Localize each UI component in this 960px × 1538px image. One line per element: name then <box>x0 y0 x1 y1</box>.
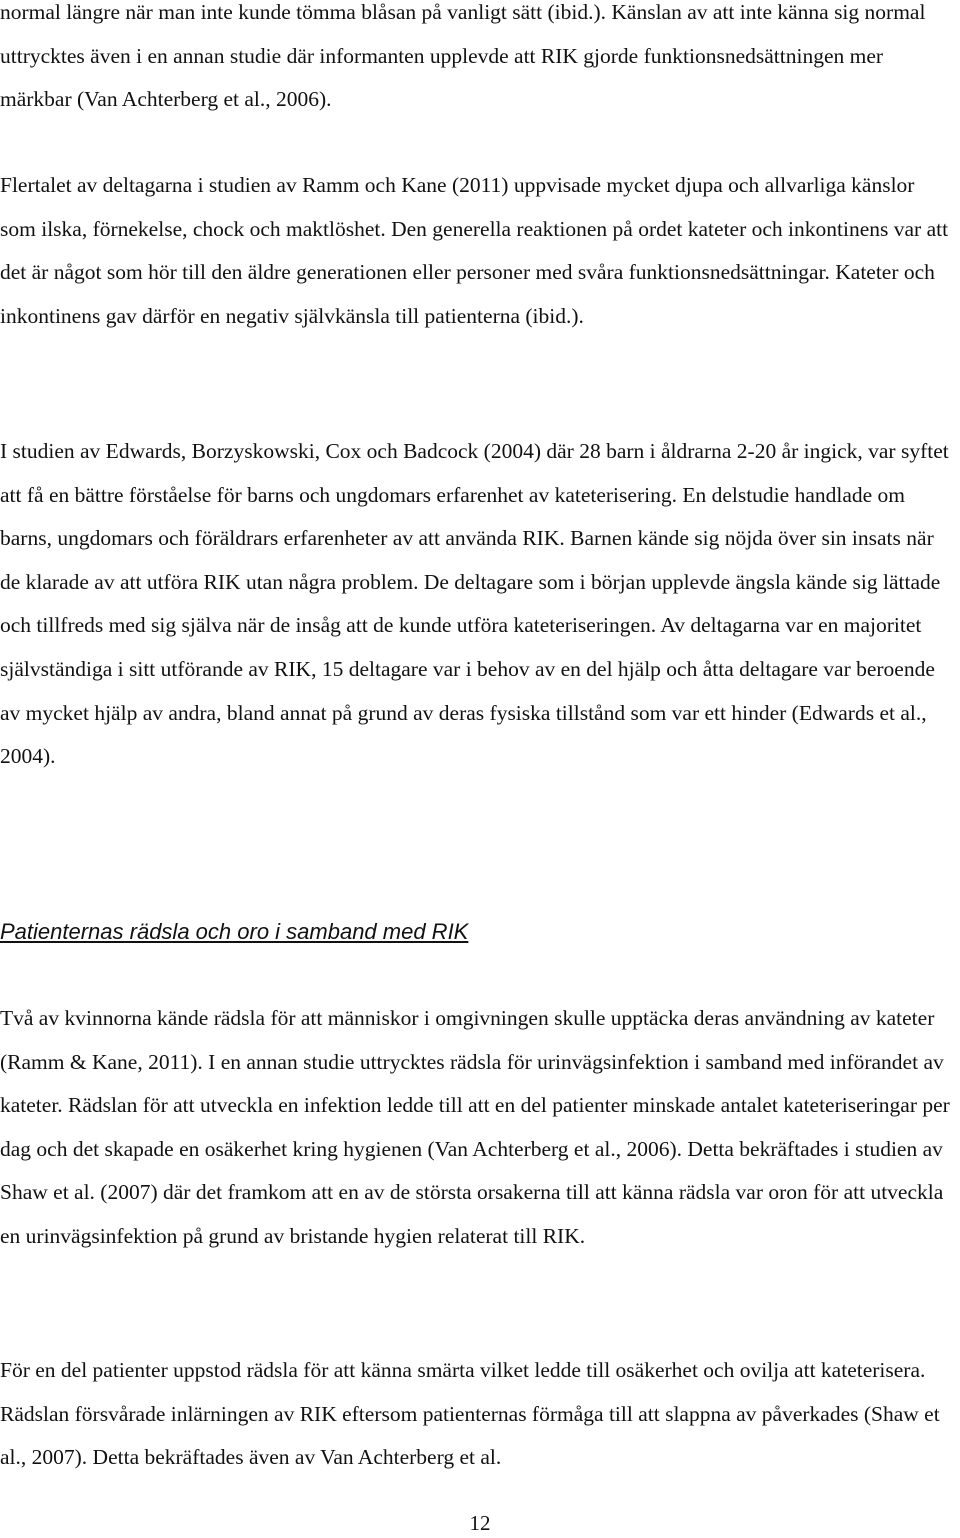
paragraph-body-3: I studien av Edwards, Borzyskowski, Cox och Badcock (2004) där 28 barn i åldrarna 2-20 år ingick, var syftet att få en bättre förståelse för barns och ungdomars erfarenhet av kateterisering. En delstudie handlade om barns, ungdomars och föräldrars erfarenheter av att använda RIK. Barnen kände sig nöjda över sin insats när de klarade av att utföra RIK utan några problem. De deltagare som i början upplevde ängsla kände sig lättade och tillfreds med sig själva när de insåg att de kunde utföra kateteriseringen. Av deltagarna var en majoritet självständiga i sitt utförande av RIK, 15 deltagare var i behov av en del hjälp och åtta deltagare var beroende av mycket hjälp av andra, bland annat på grund av deras fysiska tillstånd som var ett hinder (Edwards et al., 2004). <box>0 439 949 769</box>
paragraph-body-5: För en del patienter uppstod rädsla för att känna smärta vilket ledde till osäkerhet och ovilja att kateterisera. Rädslan försvårade inlärningen av RIK eftersom patienternas förmåga till att slappna av påverkades (Shaw et al., 2007). Detta bekräftades även av Van Achterberg et al. <box>0 1358 940 1470</box>
paragraph-body-4: Två av kvinnorna kände rädsla för att människor i omgivningen skulle upptäcka deras användning av kateter (Ramm & Kane, 2011). I en annan studie uttrycktes rädsla för urinvägsinfektion i samband med införandet av kateter. Rädslan för att utveckla en infektion ledde till att en del patienter minskade antalet kateteriseringar per dag och det skapade en osäkerhet kring hygienen (Van Achterberg et al., 2006). Detta bekräftades i studien av Shaw et al. (2007) där det framkom att en av de största orsakerna till att känna rädsla var oron för att utveckla en urinvägsinfektion på grund av bristande hygien relaterat till RIK. <box>0 1006 950 1248</box>
paragraph-body-1: normal längre när man inte kunde tömma blåsan på vanligt sätt (ibid.). Känslan av att inte känna sig normal uttrycktes även i en annan studie där informanten upplevde att RIK gjorde funktionsnedsättningen mer märkbar (Van Achterberg et al., 2006). <box>0 0 926 112</box>
page-number: 12 <box>469 1511 491 1535</box>
paragraph-body-2: Flertalet av deltagarna i studien av Ramm och Kane (2011) uppvisade mycket djupa och allvarliga känslor som ilska, förnekelse, chock och maktlöshet. Den generella reaktionen på ordet kateter och inkontinens var att det är något som hör till den äldre generationen eller personer med svåra funktionsnedsättningar. Kateter och inkontinens gav därför en negativ självkänsla till patienterna (ibid.). <box>0 173 949 328</box>
section-heading: Patienternas rädsla och oro i samband med RIK <box>0 919 469 944</box>
